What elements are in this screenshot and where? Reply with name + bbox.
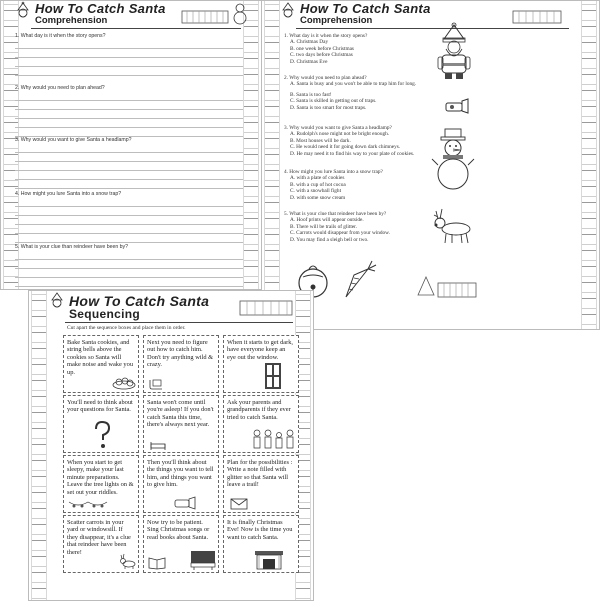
reindeer-icon [428,207,476,245]
answer-line[interactable] [15,118,243,119]
answer-line[interactable] [15,233,243,234]
sequence-card[interactable]: Then you'll think about the things you want to tell him, and things you want to give him. [143,455,219,513]
piano-icon [190,550,216,570]
answer-line[interactable] [15,188,243,189]
bed-icon [150,440,166,451]
question-mark-icon [92,420,112,450]
family-icon [252,428,296,450]
mc-question-4: 4. How might you lure Santa into a snow trap? A. with a plate of cookies B. with a cup of hot cocoa C. with a snowball fight D. with some snow cream [284,169,484,201]
comprehension-choice-sheet [262,0,600,330]
headlamp-icon [174,496,196,510]
santa-face-icon [15,2,31,20]
gift-icon [239,295,293,317]
page-title: How To Catch Santa [300,1,431,16]
snowman-icon [432,129,474,191]
question-4: 4. How might you lure Santa into a snow trap? [15,191,243,243]
option[interactable]: D. Christmas Eve [290,58,328,65]
sled-icon [148,378,164,390]
santa-face-icon [280,2,296,20]
sequence-card[interactable]: Bake Santa cookies, and string bells above the cookies so Santa will make noise and wake you up. [63,335,139,393]
answer-line[interactable] [15,161,243,162]
answer-line[interactable] [15,75,243,76]
mc-question-1: 1. What day is it when the story opens? A. Christmas Day B. one week before Christmas C. two days before Christmas D. Christmas Eve [284,33,484,65]
window-icon [264,362,282,390]
answer-line[interactable] [15,48,243,49]
option[interactable]: D. Santa is too smart for most traps. [290,104,367,111]
answer-line[interactable] [15,268,243,269]
page-title: How To Catch Santa [35,1,166,16]
option[interactable]: C. with a snowball fight [290,188,342,195]
mc-question-5: 5. What is your clue that reindeer have been by? A. Hoof prints will appear outside. B. There will be trails of glitter. C. Carrots would disappear from your window. D. You may find a sleigh bell or two. [284,211,484,243]
answer-line[interactable] [15,179,243,180]
option[interactable]: A. with a plate of cookies [290,175,345,182]
answer-line[interactable] [15,66,243,67]
headlamp-icon [444,97,470,115]
option[interactable]: A. Hoof prints will appear outside. [290,217,364,224]
santa-face-icon [49,292,65,310]
question-2: 2. Why would you need to plan ahead? [15,85,243,137]
carrot-icon [342,259,378,299]
option[interactable]: A. Santa is busy and you won't be able to trap him for long. [290,81,417,88]
mc-question-3: 3. Why would you want to give Santa a headlamp? A. Rudolph's nose might not be bright enough. B. Most houses will be dark. C. He would need it for going down dark chimneys. D. He may need it to find his way to your plate of cookies. [284,125,484,157]
answer-line[interactable] [15,109,243,110]
answer-line[interactable] [15,224,243,225]
gift-icon [512,5,562,25]
option[interactable]: C. Santa is skilled in getting out of traps. [290,98,377,105]
gift-icon [181,5,229,25]
left-ornament-border [31,291,47,600]
answer-line[interactable] [15,286,243,287]
answer-line[interactable] [15,170,243,171]
answer-line[interactable] [15,277,243,278]
sequence-card[interactable]: Ask your parents and grandparents if they ever tried to catch Santa. [223,395,299,453]
sequence-card[interactable]: Santa won't come until you're asleep! If you don't catch Santa this time, there's always next year. [143,395,219,453]
santa-icon [434,23,474,81]
option[interactable]: C. Carrots would disappear from your window. [290,230,390,237]
page-subtitle: Sequencing [69,307,141,321]
sequence-card[interactable]: It is finally Christmas Eve! Now is the time you want to catch Santa. [223,515,299,573]
answer-line[interactable] [15,259,243,260]
gift-icon [416,273,480,301]
option[interactable]: B. Santa is too fast! [290,91,332,98]
sequence-card[interactable]: Next you need to figure out how to catch him. Don't try anything wild & crazy. [143,335,219,393]
option[interactable]: B. one week before Christmas [290,45,354,52]
reindeer-icon [118,554,136,570]
question-1: 1. What day is it when the story opens? [15,33,243,76]
page-title: How To Catch Santa [69,293,210,309]
page-subtitle: Comprehension [300,15,373,26]
sequence-card[interactable]: When it starts to get dark, have everyone keep an eye out the window. [223,335,299,393]
left-ornament-border [264,1,280,329]
option[interactable]: A. Christmas Day [290,39,329,46]
instruction-text: Cut apart the sequence boxes and place them in order. [67,325,186,331]
answer-line[interactable] [15,215,243,216]
cookies-icon [112,374,136,390]
comprehension-write-sheet [0,0,262,290]
option[interactable]: B. with a cup of hot cocoa [290,181,346,188]
option[interactable]: D. You may find a sleigh bell or two. [290,236,369,243]
answer-line[interactable] [15,127,243,128]
option[interactable]: C. He would need it for going down dark chimneys. [290,144,401,151]
option[interactable]: A. Rudolph's nose might not be bright enough. [290,131,390,138]
right-ornament-border [243,1,259,289]
sequence-card[interactable]: Now try to be patient. Sing Christmas songs or read books about Santa. [143,515,219,573]
answer-line[interactable] [15,57,243,58]
right-ornament-border [581,1,597,329]
option[interactable]: D. with some snow cream [290,194,346,201]
answer-line[interactable] [15,242,243,243]
question-5: 5. What is your clue than reindeer have been by? [15,244,243,287]
sequence-card[interactable]: When you start to get sleepy, make your last minute preparations. Leave the tree lights on & set out your riddles. [63,455,139,513]
question-3: 3. Why would you want to give Santa a headlamp? [15,137,243,189]
option[interactable]: B. There will be trails of glitter. [290,223,357,230]
string-lights-icon [68,500,108,510]
book-icon [148,556,166,570]
answer-line[interactable] [15,100,243,101]
option[interactable]: B. Most houses will be dark. [290,137,351,144]
mc-question-2: 2. Why would you need to plan ahead? A. Santa is busy and you won't be able to trap him for long. B. Santa is too fast! C. Santa is skilled in getting out of traps. D. Santa is too smart for most traps. [284,75,484,111]
fireplace-icon [254,550,284,570]
option[interactable]: D. He may need it to find his way to your plate of cookies. [290,150,415,157]
sequencing-sheet [28,290,314,601]
option[interactable]: C. two days before Christmas [290,52,353,59]
envelope-icon [230,498,248,510]
snowman-mini-icon [233,3,247,25]
sequence-card[interactable]: You'll need to think about your questions for Santa. [63,395,139,453]
sequence-card[interactable]: Plan for the possibilities : Write a note filled with glitter so that Santa will leave a trail! [223,455,299,513]
sequence-card[interactable]: Scatter carrots in your yard or windowsill. If they disappear, it's a clue that reindeer have been there! [63,515,139,573]
page-subtitle: Comprehension [35,15,108,26]
answer-line[interactable] [15,152,243,153]
answer-line[interactable] [15,206,243,207]
